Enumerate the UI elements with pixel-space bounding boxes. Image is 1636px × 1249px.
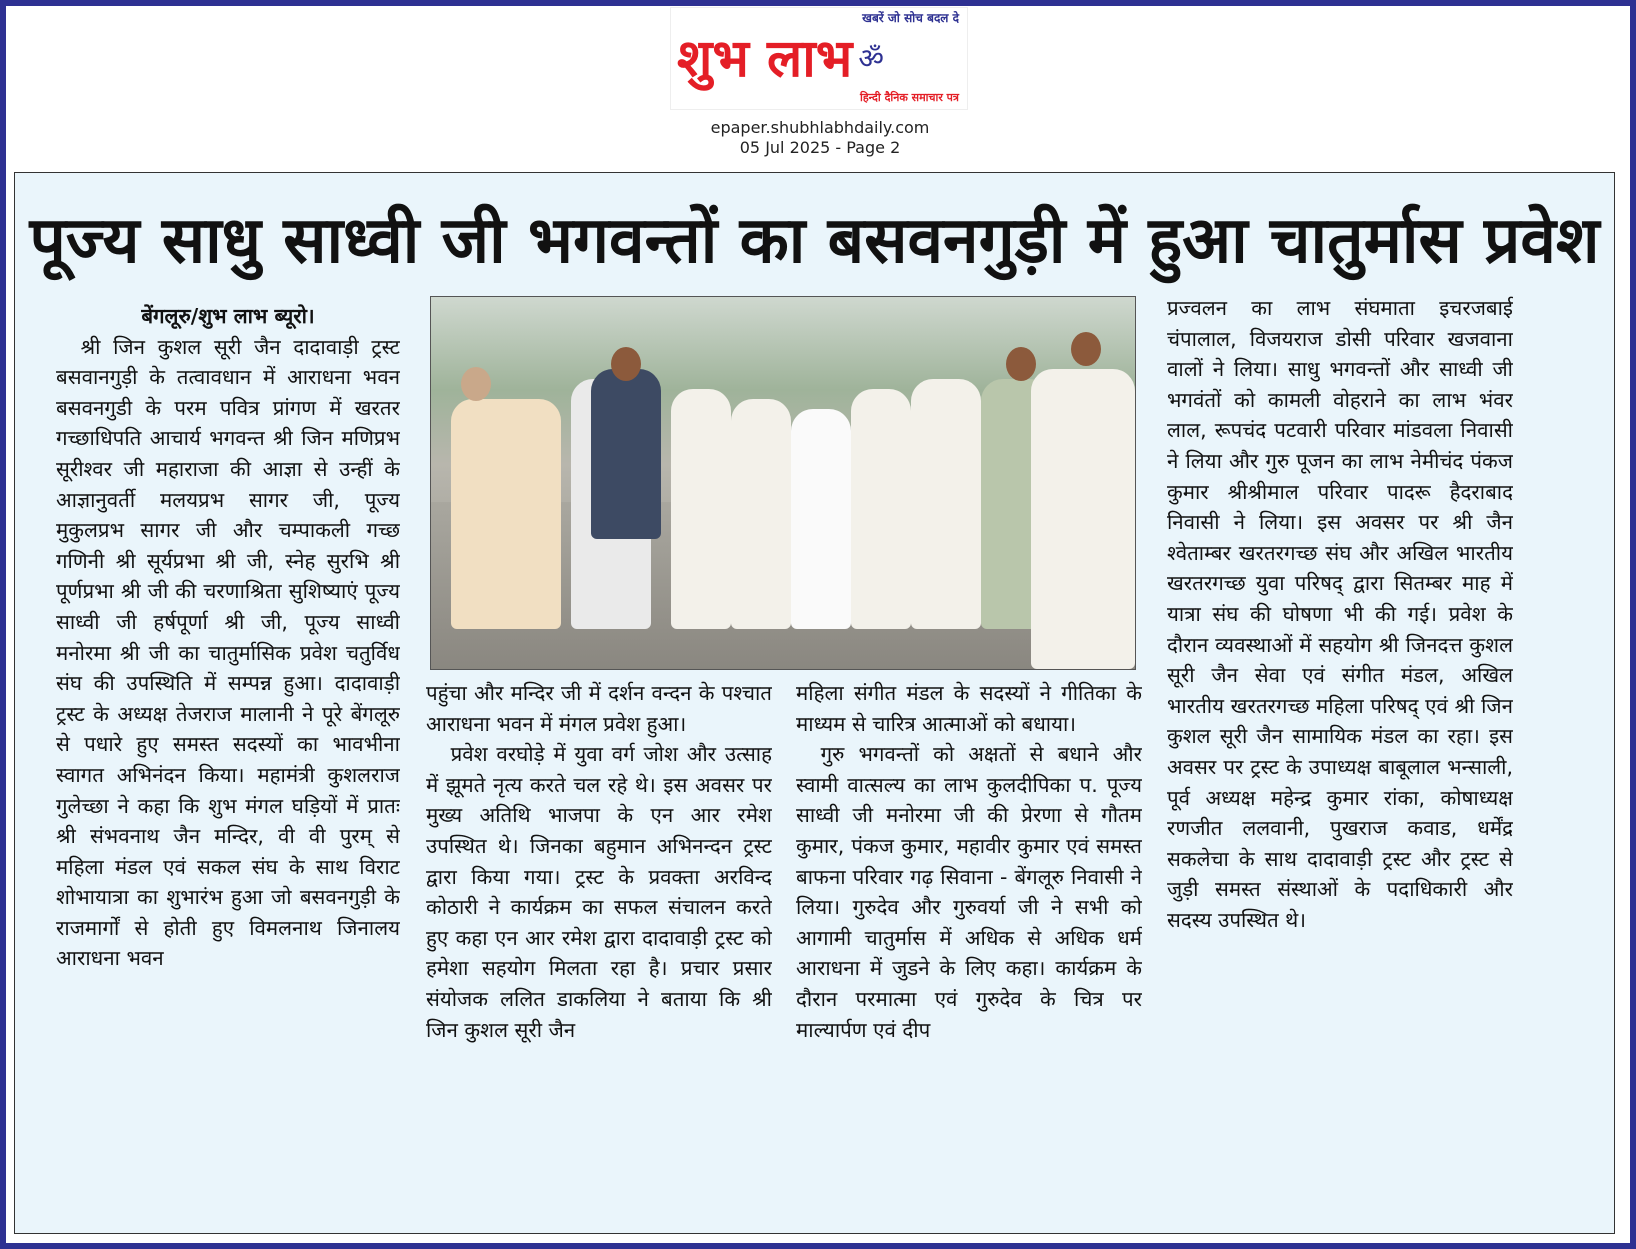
headline: पूज्य साधु साध्वी जी भगवन्तों का बसवनगुड़ी में हुआ चातुर्मास प्रवेश (29, 204, 1600, 278)
column-4 (1167, 293, 1513, 1208)
column-2 (426, 678, 772, 1208)
masthead-tagline: खबरें जो सोच बदल दे (862, 11, 959, 25)
masthead-brand: शुभ लाभ (677, 28, 853, 89)
paragraph: प्रवेश वरघोड़े में युवा वर्ग जोश और उत्साह में झूमते नृत्य करते चल रहे थे। इस अवसर पर मुख्य अतिथि भाजपा के एन आर रमेश उपस्थित थे। जिनका बहुमान अभिनन्दन ट्रस्ट द्वारा किया गया। ट्रस्ट के प्रवक्ता अरविन्द कोठारी ने कार्यक्रम का सफल संचालन करते हुए कहा एन आर रमेश द्वारा दादावाड़ी ट्रस्ट को हमेशा सहयोग मिलता रहा है। प्रचार प्रसार संयोजक ललित डाकलिया ने बताया कि श्री जिन कुशल सूरी जैन (426, 742, 772, 1042)
article-photo (430, 296, 1136, 670)
masthead-subtitle: हिन्दी दैनिक समाचार पत्र (859, 91, 959, 104)
photo-person (911, 379, 981, 629)
photo-monk (451, 399, 561, 629)
paragraph: महिला संगीत मंडल के सदस्यों ने गीतिका के माध्यम से चारित्र आत्माओं को बधाया। (796, 681, 1142, 736)
date-page: 05 Jul 2025 - Page 2 (739, 138, 901, 157)
masthead-brand-row (677, 30, 959, 88)
paragraph: प्रज्वलन का लाभ संघमाता इचरजबाई चंपालाल, विजयराज डोसी परिवार खजवाना वालों ने लिया। साधु भगवन्तों और साध्वी जी भगवंतों को कामली वोहराने का लाभ भंवर लाल, रूपचंद पटवारी परिवार मांडवला निवासी ने लिया और गुरु पूजन का लाभ नेमीचंद पंकज कुमार श्रीश्रीमाल परिवार पादरू हैदराबाद निवासी ने लिया। इस अवसर पर श्री जैन श्वेताम्बर खरतरगच्छ संघ और अखिल भारतीय खरतरगच्छ युवा परिषद् द्वारा सितम्बर माह में यात्रा संघ की घोषणा भी की गई। प्रवेश के दौरान व्यवस्थाओं में सहयोग श्री जिनदत्त कुशल सूरी जैन सेवा एवं संगीत मंडल, अखिल भारतीय खरतरगच्छ महिला परिषद् एवं श्री जिन कुशल सूरी जैन सामायिक मंडल का रहा। इस अवसर पर ट्रस्ट के उपाध्यक्ष बाबूलाल भन्साली, पूर्व अध्यक्ष महेन्द्र कुमार रांका, कोषाध्यक्ष रणजीत ललवानी, पुखराज कवाड, धर्मेंद्र सकलेचा के साथ दादावाड़ी ट्रस्ट और ट्रस्ट से जुड़ी समस्त संस्थाओं के पदाधिकारी और सदस्य उपस्थित थे। (1167, 296, 1513, 932)
ganesh-icon: ॐ (858, 41, 884, 75)
photo-person (851, 389, 911, 629)
photo-head (611, 347, 641, 381)
photo-person (671, 389, 731, 629)
photo-person-jacket (591, 369, 661, 539)
paragraph: गुरु भगवन्तों को अक्षतों से बधाने और स्वामी वात्सल्य का लाभ कुलदीपिका प. पूज्य साध्वी जी मनोरमा जी की प्रेरणा से गौतम कुमार, पंकज कुमार, महावीर कुमार एवं समस्त बाफना परिवार गढ़ सिवाना - बेंगलूरु निवासी ने लिया। गुरुदेव और गुरुवर्या जी ने सभी को आगामी चातुर्मास में अधिक से अधिक धर्म आराधना में जुडने के लिए कहा। कार्यक्रम के दौरान परमात्मा एवं गुरुदेव के चित्र पर माल्यार्पण एवं दीप (796, 742, 1142, 1042)
paragraph: श्री जिन कुशल सूरी जैन दादावाड़ी ट्रस्ट बसवानगुड़ी के तत्वावधान में आराधना भवन बसवनगुडी के परम पवित्र प्रांगण में खरतर गच्छाधिपति आचार्य भगवन्त श्री जिन मणिप्रभ सूरीश्वर जी महाराजा की आज्ञा से उन्हीं के आज्ञानुवर्ती मलयप्रभ सागर जी, पूज्य मुकुलप्रभ सागर जी और चम्पाकली गच्छ गणिनी श्री सूर्यप्रभा श्री जी, स्नेह सुरभि श्री पूर्णप्रभा श्री जी की चरणाश्रिता सुशिष्याएं पूज्य साध्वी जी हर्षपूर्णा श्री जी, पूज्य साध्वी मनोरमा श्री जी का चातुर्मासिक प्रवेश चतुर्विध संघ की उपस्थिति में सम्पन्न हुआ। दादावाड़ी ट्रस्ट के अध्यक्ष तेजराज मालानी ने पूरे बेंगलूरु से पधारे हुए समस्त सदस्यों का भावभीना स्वागत अभिनंदन किया। महामंत्री कुशलराज गुलेच्छा ने कहा कि शुभ मंगल घड़ियों में प्रातः श्री संभवनाथ जैन मन्दिर, वी वी पुरम् से महिला मंडल एवं सकल संघ के साथ विराट शोभायात्रा का शुभारंभ हुआ जो बसवनगुड़ी के राजमार्गों से होती हुए विमलनाथ जिनालय आराधना भवन (56, 334, 400, 971)
photo-person (731, 399, 791, 629)
photo-head (1006, 347, 1036, 381)
masthead-logo (670, 7, 968, 110)
byline: बेंगलूरु/शुभ लाभ ब्यूरो। (141, 304, 315, 328)
photo-sadhvi (791, 409, 851, 629)
photo-person (1031, 369, 1135, 669)
article (14, 172, 1615, 1234)
site-url: epaper.shubhlabhdaily.com (710, 118, 930, 137)
paragraph: पहुंचा और मन्दिर जी में दर्शन वन्दन के पश्चात आराधना भवन में मंगल प्रवेश हुआ। (426, 681, 772, 736)
photo-head (1071, 332, 1101, 366)
column-1 (56, 301, 400, 1206)
edition-info (640, 118, 1000, 158)
column-3 (796, 678, 1142, 1208)
photo-head (461, 367, 491, 401)
